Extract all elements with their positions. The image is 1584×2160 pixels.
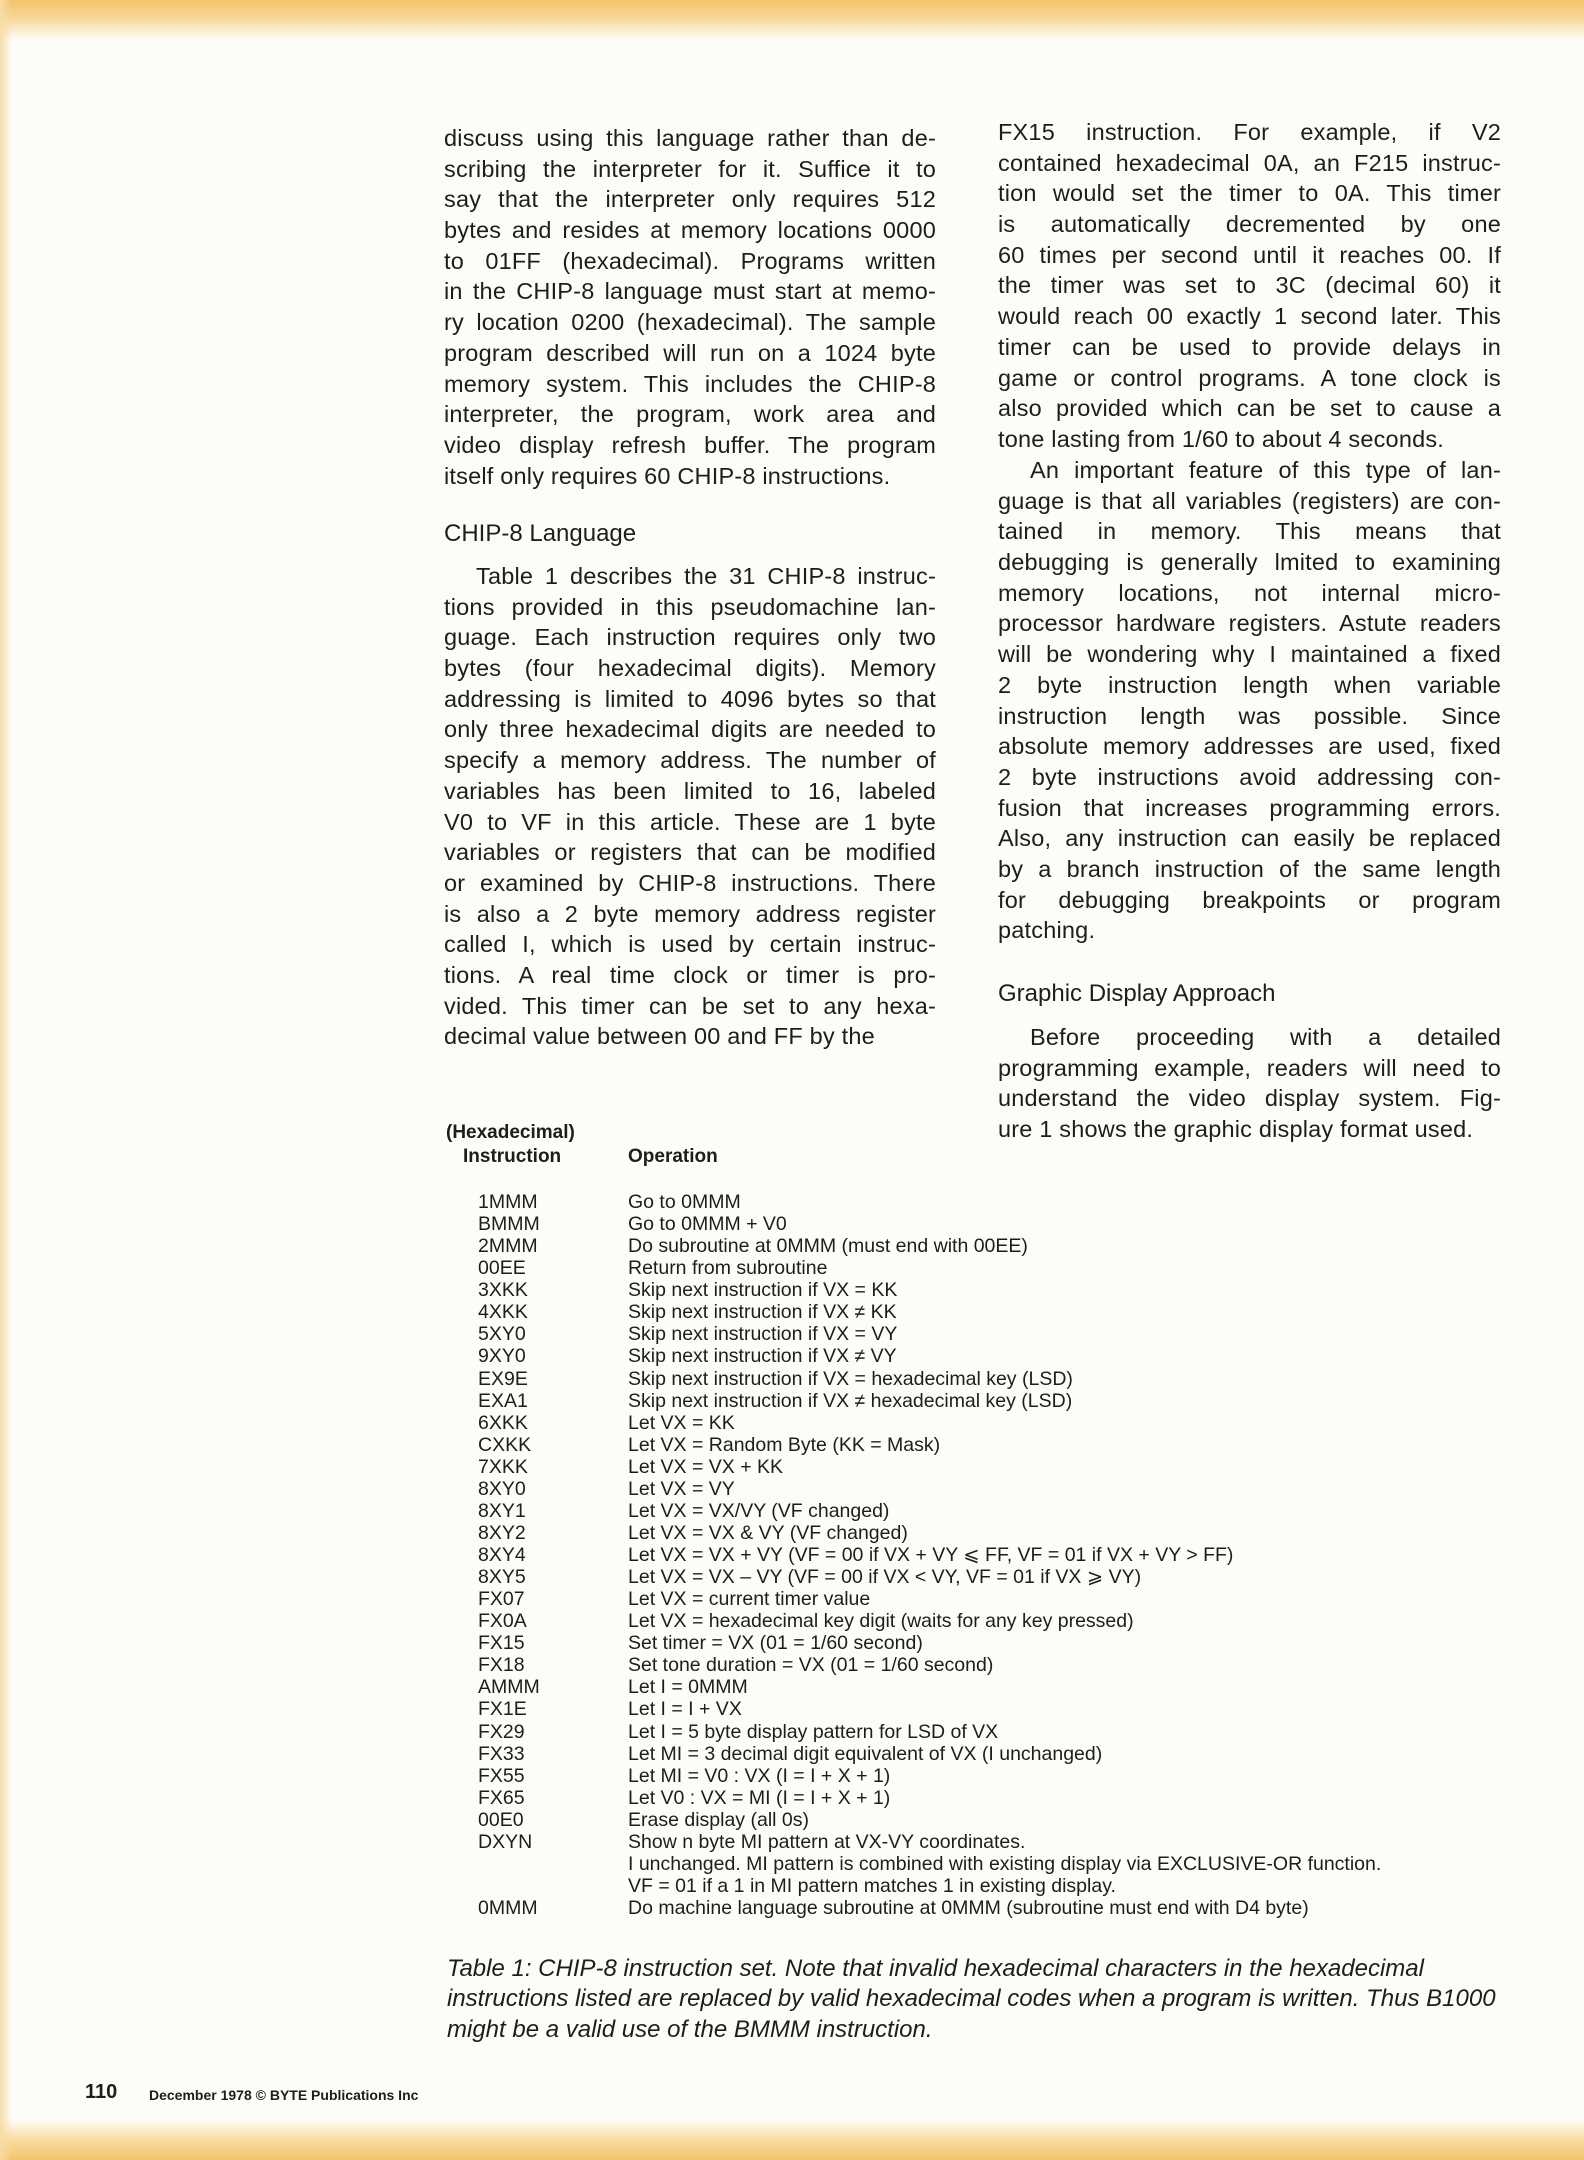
- instruction-operation: Return from subroutine: [628, 1257, 828, 1280]
- text-line: V0 to VF in this article. These are 1 byte: [444, 808, 936, 835]
- instruction-code: 5XY0: [478, 1323, 526, 1346]
- table-row: [478, 1765, 1381, 1787]
- table-row: [478, 1235, 1381, 1257]
- instruction-operation: Go to 0MMM: [628, 1191, 741, 1213]
- table-row: [478, 1434, 1381, 1456]
- table-row: [478, 1213, 1381, 1235]
- table-row: [478, 1500, 1381, 1522]
- instruction-code: DXYN: [478, 1830, 533, 1853]
- text-line: Before proceeding with a detailed: [1030, 1024, 1501, 1050]
- instruction-operation: Skip next instruction if VX ≠ VY: [628, 1345, 897, 1368]
- text-line: variables has been limited to 16, labeled: [444, 777, 936, 804]
- instruction-operation: Let I = I + VX: [628, 1698, 742, 1721]
- table-header-instruction: Instruction: [463, 1146, 562, 1167]
- text-line: Table 1 describes the 31 CHIP-8 instruc-: [476, 563, 936, 589]
- instruction-code: 3XKK: [478, 1279, 528, 1302]
- text-line: vided. This timer can be set to any hexa-: [444, 992, 936, 1019]
- table-row: [478, 1787, 1381, 1809]
- text-line: video display refresh buffer. The program: [444, 431, 936, 458]
- table-row: [478, 1368, 1381, 1390]
- text-line: addressing is limited to 4096 bytes so that: [444, 685, 936, 712]
- instruction-operation: Set tone duration = VX (01 = 1/60 second): [628, 1654, 994, 1677]
- text-line: An important feature of this type of lan-: [1030, 457, 1501, 483]
- table-row: [478, 1831, 1381, 1853]
- paper-edge-left: [0, 0, 12, 2160]
- instruction-operation: Let VX = current timer value: [628, 1588, 871, 1611]
- text-line: fusion that increases programming errors.: [998, 794, 1501, 821]
- text-line: or examined by CHIP-8 instructions. There: [444, 869, 936, 896]
- text-line: decimal value between 00 and FF by the: [444, 1023, 875, 1050]
- text-line: FX15 instruction. For example, if V2: [998, 119, 1501, 145]
- instruction-table: [478, 1191, 1381, 1919]
- text-line: also provided which can be set to cause a: [998, 395, 1501, 422]
- left-paragraph-2: [444, 561, 936, 1052]
- instruction-operation: Let V0 : VX = MI (I = I + X + 1): [628, 1786, 891, 1809]
- text-line: tions provided in this pseudomachine lan-: [444, 593, 936, 620]
- instruction-code: 8XY1: [478, 1499, 526, 1522]
- instruction-code: BMMM: [478, 1213, 540, 1236]
- text-line: only three hexadecimal digits are needed to: [444, 716, 936, 743]
- text-line: memory system. This includes the CHIP-8: [444, 370, 936, 397]
- text-line: 2 byte instructions avoid addressing con-: [998, 763, 1501, 790]
- table-row: [478, 1544, 1381, 1566]
- instruction-operation: Let VX = VX + KK: [628, 1455, 784, 1478]
- table-row: [478, 1721, 1381, 1743]
- instruction-operation: Erase display (all 0s): [628, 1808, 809, 1831]
- text-line: bytes (four hexadecimal digits). Memory: [444, 655, 936, 682]
- instruction-operation: I unchanged. MI pattern is combined with existing display via EXCLUSIVE-OR function.: [628, 1852, 1382, 1875]
- text-line: tion would set the timer to 0A. This timer: [998, 180, 1501, 207]
- text-line: guage is that all variables (registers) are con-: [998, 487, 1501, 514]
- instruction-operation: Let I = 0MMM: [628, 1676, 748, 1699]
- instruction-operation: Skip next instruction if VX = VY: [628, 1323, 898, 1346]
- instruction-operation: Let VX = VY: [628, 1477, 735, 1500]
- instruction-operation: Let VX = VX/VY (VF changed): [628, 1499, 890, 1522]
- text-line: tained in memory. This means that: [998, 518, 1501, 545]
- instruction-operation: Skip next instruction if VX ≠ hexadecimal key (LSD): [628, 1389, 1073, 1412]
- instruction-code: 2MMM: [478, 1235, 538, 1258]
- text-line: program described will run on a 1024 byte: [444, 339, 936, 366]
- text-line: discuss using this language rather than de-: [444, 125, 936, 151]
- instruction-code: FX65: [478, 1786, 525, 1809]
- table-row: [478, 1588, 1381, 1610]
- text-line: instruction length was possible. Since: [998, 702, 1501, 729]
- text-line: scribing the interpreter for it. Suffice it to: [444, 155, 936, 182]
- section-heading-graphic-display: Graphic Display Approach: [998, 980, 1276, 1007]
- text-line: say that the interpreter only requires 512: [444, 186, 936, 213]
- text-line: programming example, readers will need to: [998, 1054, 1501, 1081]
- instruction-code: 4XKK: [478, 1301, 528, 1324]
- instruction-code: 1MMM: [478, 1191, 538, 1213]
- instruction-code: [478, 1875, 628, 1897]
- instruction-code: 0MMM: [478, 1897, 538, 1919]
- table-row: [478, 1257, 1381, 1279]
- text-line: to 01FF (hexadecimal). Programs written: [444, 247, 936, 274]
- instruction-operation: Do machine language subroutine at 0MMM (subroutine must end with D4 byte): [628, 1897, 1309, 1919]
- text-line: bytes and resides at memory locations 0000: [444, 217, 936, 244]
- text-line: itself only requires 60 CHIP-8 instructions.: [444, 462, 891, 489]
- instruction-operation: Let VX = hexadecimal key digit (waits for any key pressed): [628, 1610, 1134, 1633]
- text-line: memory locations, not internal micro-: [998, 579, 1501, 606]
- text-line: by a branch instruction of the same length: [998, 855, 1501, 882]
- instruction-code: EXA1: [478, 1389, 528, 1412]
- instruction-code: FX07: [478, 1588, 525, 1611]
- text-line: 60 times per second until it reaches 00. If: [998, 241, 1501, 268]
- instruction-code: FX33: [478, 1742, 525, 1765]
- instruction-code: FX0A: [478, 1610, 527, 1633]
- publication-footer: December 1978 © BYTE Publications Inc: [149, 2087, 419, 2103]
- right-paragraph-3: [998, 1022, 1501, 1145]
- instruction-code: FX15: [478, 1632, 525, 1655]
- table-row: [478, 1412, 1381, 1434]
- table-row: [478, 1279, 1381, 1301]
- table-row: [478, 1853, 1381, 1875]
- text-line: 2 byte instruction length when variable: [998, 671, 1501, 698]
- instruction-operation: Let VX = VX & VY (VF changed): [628, 1521, 908, 1544]
- text-line: patching.: [998, 917, 1096, 944]
- text-line: timer can be used to provide delays in: [998, 333, 1501, 360]
- table-row: [478, 1897, 1381, 1919]
- instruction-operation: Let VX = VX + VY (VF = 00 if VX + VY ⩽ FF, VF = 01 if VX + VY > FF): [628, 1544, 1234, 1566]
- table-row: [478, 1566, 1381, 1588]
- table-header-hexadecimal: (Hexadecimal): [446, 1122, 575, 1143]
- text-line: Also, any instruction can easily be replaced: [998, 825, 1501, 852]
- table-row: [478, 1456, 1381, 1478]
- table-row: [478, 1345, 1381, 1367]
- page-number: 110: [85, 2081, 118, 2103]
- table-row: [478, 1301, 1381, 1323]
- text-line: interpreter, the program, work area and: [444, 401, 936, 428]
- table-row: [478, 1522, 1381, 1544]
- table-row: [478, 1478, 1381, 1500]
- instruction-operation: Set timer = VX (01 = 1/60 second): [628, 1632, 923, 1655]
- instruction-operation: Let MI = V0 : VX (I = I + X + 1): [628, 1764, 891, 1787]
- table-caption: Table 1: CHIP-8 instruction set. Note that invalid hexadecimal characters in the hexadecimal instructions listed are replaced by valid hexadecimal codes when a program is written. Thus B1000 might be a valid use of the BMMM instruction.: [447, 1955, 1496, 2043]
- text-line: variables or registers that can be modified: [444, 839, 936, 866]
- paper-edge-bottom: [0, 2120, 1584, 2160]
- instruction-operation: Let MI = 3 decimal digit equivalent of VX (I unchanged): [628, 1742, 1103, 1765]
- text-line: called I, which is used by certain instruc-: [444, 931, 936, 958]
- text-line: specify a memory address. The number of: [444, 747, 936, 774]
- instruction-operation: Show n byte MI pattern at VX-VY coordinates.: [628, 1830, 1026, 1853]
- instruction-code: FX18: [478, 1654, 525, 1677]
- instruction-code: 8XY5: [478, 1566, 526, 1589]
- table-row: [478, 1809, 1381, 1831]
- instruction-operation: Let VX = Random Byte (KK = Mask): [628, 1433, 941, 1456]
- text-line: processor hardware registers. Astute readers: [998, 610, 1501, 637]
- instruction-code: 8XY4: [478, 1544, 526, 1566]
- instruction-operation: VF = 01 if a 1 in MI pattern matches 1 in existing display.: [628, 1874, 1116, 1897]
- instruction-code: CXKK: [478, 1433, 532, 1456]
- text-line: game or control programs. A tone clock is: [998, 364, 1501, 391]
- instruction-operation: Skip next instruction if VX ≠ KK: [628, 1301, 897, 1324]
- text-line: absolute memory addresses are used, fixed: [998, 733, 1501, 760]
- instruction-operation: Let VX = KK: [628, 1411, 735, 1434]
- text-line: guage. Each instruction requires only two: [444, 624, 936, 651]
- instruction-code: 7XKK: [478, 1455, 528, 1478]
- table-row: [478, 1323, 1381, 1345]
- text-line: the timer was set to 3C (decimal 60) it: [998, 272, 1501, 299]
- text-line: is automatically decremented by one: [998, 211, 1501, 238]
- instruction-code: 00EE: [478, 1257, 526, 1280]
- instruction-operation: Skip next instruction if VX = hexadecimal key (LSD): [628, 1367, 1073, 1390]
- left-paragraph-1: [444, 123, 936, 491]
- table-row: [478, 1698, 1381, 1720]
- text-line: in the CHIP-8 language must start at memo-: [444, 278, 936, 305]
- instruction-code: FX55: [478, 1764, 525, 1787]
- text-line: is also a 2 byte memory address register: [444, 900, 936, 927]
- table-header-operation: Operation: [628, 1146, 718, 1167]
- text-line: contained hexadecimal 0A, an F215 instruc-: [998, 149, 1501, 176]
- instruction-code: FX29: [478, 1720, 525, 1743]
- right-paragraph-2: [998, 455, 1501, 946]
- text-line: would reach 00 exactly 1 second later. This: [998, 303, 1501, 330]
- table-row: [478, 1676, 1381, 1698]
- instruction-operation: Let I = 5 byte display pattern for LSD of VX: [628, 1720, 999, 1743]
- instruction-code: 6XKK: [478, 1411, 528, 1434]
- table-row: [478, 1654, 1381, 1676]
- text-line: tone lasting from 1/60 to about 4 seconds.: [998, 425, 1445, 452]
- text-line: ure 1 shows the graphic display format used.: [998, 1116, 1474, 1143]
- text-line: for debugging breakpoints or program: [998, 886, 1501, 913]
- instruction-code: FX1E: [478, 1698, 527, 1721]
- instruction-operation: Go to 0MMM + V0: [628, 1213, 787, 1236]
- table-row: [478, 1875, 1381, 1897]
- table-row: [478, 1632, 1381, 1654]
- instruction-code: [478, 1853, 628, 1875]
- instruction-operation: Skip next instruction if VX = KK: [628, 1279, 898, 1302]
- section-heading-chip8-language: CHIP-8 Language: [444, 520, 637, 547]
- table-row: [478, 1743, 1381, 1765]
- table-row: [478, 1390, 1381, 1412]
- text-line: understand the video display system. Fig-: [998, 1085, 1501, 1112]
- table-row: [478, 1610, 1381, 1632]
- instruction-code: AMMM: [478, 1676, 540, 1699]
- text-line: will be wondering why I maintained a fixed: [998, 641, 1501, 668]
- paper-edge-top: [0, 0, 1584, 40]
- instruction-code: 00E0: [478, 1808, 524, 1831]
- right-paragraph-1: [998, 117, 1501, 455]
- instruction-code: 8XY2: [478, 1521, 526, 1544]
- text-line: tions. A real time clock or timer is pro-: [444, 961, 936, 988]
- text-line: ry location 0200 (hexadecimal). The sample: [444, 309, 936, 336]
- text-line: debugging is generally lmited to examining: [998, 549, 1501, 576]
- instruction-code: 8XY0: [478, 1477, 526, 1500]
- instruction-code: EX9E: [478, 1367, 528, 1390]
- instruction-code: 9XY0: [478, 1345, 526, 1368]
- instruction-operation: Let VX = VX – VY (VF = 00 if VX < VY, VF = 01 if VX ⩾ VY): [628, 1566, 1142, 1589]
- instruction-operation: Do subroutine at 0MMM (must end with 00EE): [628, 1235, 1028, 1258]
- table-row: [478, 1191, 1381, 1213]
